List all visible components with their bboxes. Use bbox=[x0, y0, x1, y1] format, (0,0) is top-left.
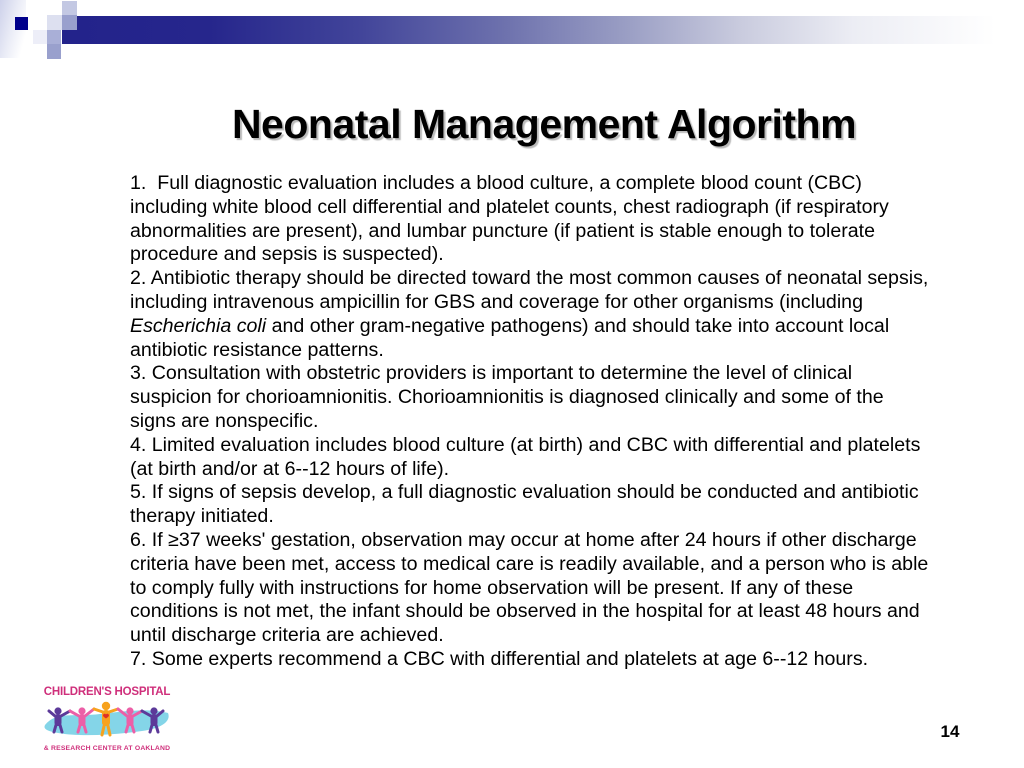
paragraph: 2. Antibiotic therapy should be directed toward the most common causes of neonatal sepsis, including intravenous ampicillin for GBS and coverage for other organisms (including Escherichia coli and other gram-negative pathogens) and should take into account local antibiotic resistance patterns. bbox=[130, 267, 929, 361]
paragraph: 5. If signs of sepsis develop, a full diagnostic evaluation should be conducted and antibiotic therapy initiated. bbox=[130, 481, 919, 528]
logo-subtitle: & RESEARCH CENTER AT OAKLAND bbox=[43, 745, 171, 752]
paragraph: 1. Full diagnostic evaluation includes a blood culture, a complete blood count (CBC) including white blood cell differential and platelet counts, chest radiograph (if respiratory abnormalities are present), and lumbar puncture (if patient is stable enough to tolerate procedure and sepsis is suspected). bbox=[130, 172, 889, 266]
decor-square bbox=[62, 15, 77, 30]
paragraph: 7. Some experts recommend a CBC with differential and platelets at age 6--12 hours. bbox=[130, 647, 869, 670]
decor-square-navy bbox=[15, 17, 28, 30]
page-number: 14 bbox=[940, 722, 960, 741]
header-gradient-bar bbox=[77, 16, 1024, 44]
decor-square bbox=[33, 30, 47, 44]
body-text bbox=[130, 172, 933, 672]
children-holding-hands-icon bbox=[42, 699, 172, 745]
decor-square bbox=[62, 1, 77, 15]
logo-title: CHILDREN'S HOSPITAL bbox=[43, 686, 171, 698]
header-gradient-bar-notch bbox=[62, 30, 77, 44]
decor-square bbox=[47, 15, 62, 30]
paragraph: 3. Consultation with obstetric providers is important to determine the level of clinical suspicion for chorioamnionitis. Chorioamnionitis is diagnosed clinically and some of the signs are nonspecific. bbox=[130, 362, 884, 432]
paragraph: 4. Limited evaluation includes blood culture (at birth) and CBC with differential and platelets (at birth and/or at 6--12 hours of life). bbox=[130, 433, 921, 480]
paragraph: 6. If ≥37 weeks' gestation, observation may occur at home after 24 hours if other discharge criteria have been met, access to medical care is readily available, and a person who is able to comply fully with instructions for home observation will be present. If any of these conditions is not met, the infant should be observed in the hospital for at least 48 hours and until discharge criteria are achieved. bbox=[130, 528, 929, 647]
decor-square bbox=[47, 30, 61, 44]
children-hospital-logo bbox=[40, 686, 174, 752]
decor-square bbox=[47, 44, 61, 59]
page-title: Neonatal Management Algorithm bbox=[231, 101, 857, 147]
